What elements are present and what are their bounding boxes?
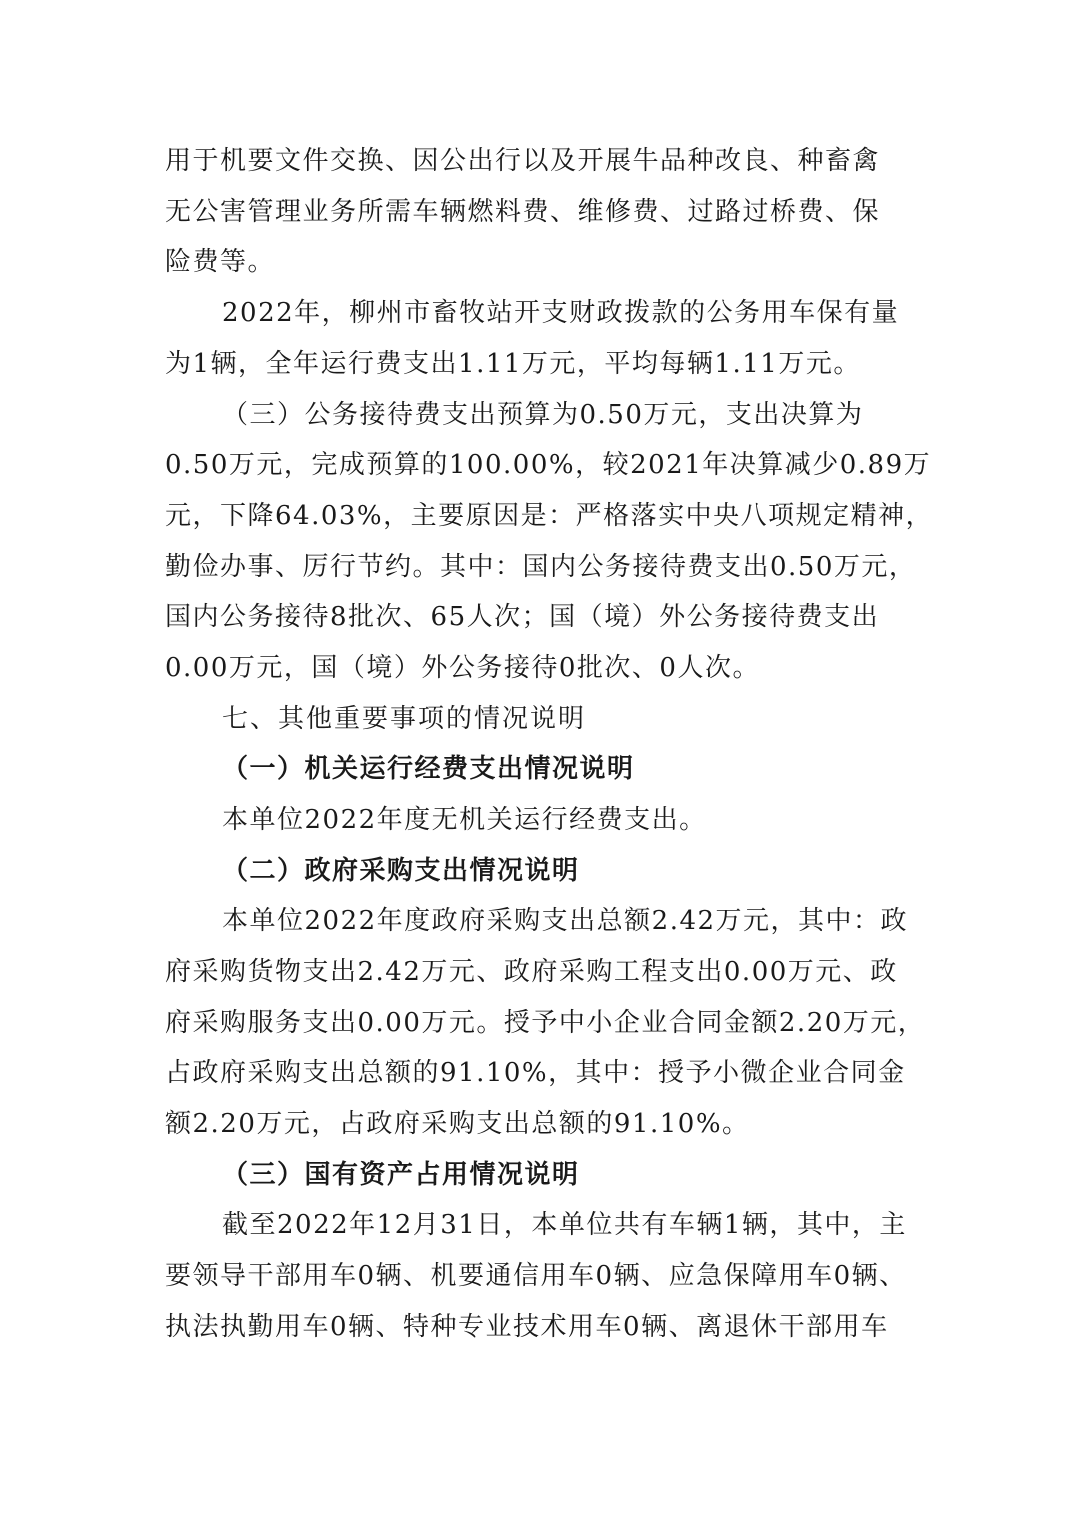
subsection-heading: （三）国有资产占用情况说明 xyxy=(222,1160,580,1190)
paragraph-line: 执法执勤用车0辆、特种专业技术用车0辆、离退休干部用车 xyxy=(165,1312,889,1342)
section-heading: 七、其他重要事项的情况说明 xyxy=(222,704,587,734)
paragraph-line: 国内公务接待8批次、65人次；国（境）外公务接待费支出 xyxy=(165,602,880,632)
paragraph-line: 占政府采购支出总额的91.10%，其中：授予小微企业合同金 xyxy=(165,1058,906,1088)
paragraph-line: 府采购货物支出2.42万元、政府采购工程支出0.00万元、政 xyxy=(165,957,898,987)
paragraph-line: 0.50万元，完成预算的100.00%，较2021年决算减少0.89万 xyxy=(165,450,932,480)
paragraph-line: 勤俭办事、厉行节约。其中：国内公务接待费支出0.50万元， xyxy=(165,552,917,582)
paragraph-line: 本单位2022年度政府采购支出总额2.42万元，其中：政 xyxy=(222,906,909,936)
paragraph-line: 用于机要文件交换、因公出行以及开展牛品种改良、种畜禽 xyxy=(165,146,881,176)
paragraph-line: 0.00万元，国（境）外公务接待0批次、0人次。 xyxy=(165,653,760,683)
paragraph-line: 府采购服务支出0.00万元。授予中小企业合同金额2.20万元， xyxy=(165,1008,926,1038)
subsection-heading: （一）机关运行经费支出情况说明 xyxy=(222,754,635,784)
paragraph-line: 截至2022年12月31日，本单位共有车辆1辆，其中，主 xyxy=(222,1210,907,1240)
paragraph-line: 要领导干部用车0辆、机要通信用车0辆、应急保障用车0辆、 xyxy=(165,1261,907,1291)
paragraph-line: 为1辆，全年运行费支出1.11万元，平均每辆1.11万元。 xyxy=(165,349,861,379)
paragraph-line: 额2.20万元，占政府采购支出总额的91.10%。 xyxy=(165,1109,750,1139)
subsection-heading: （二）政府采购支出情况说明 xyxy=(222,856,580,886)
paragraph-line: 元，下降64.03%，主要原因是：严格落实中央八项规定精神， xyxy=(165,501,934,531)
paragraph-line: 无公害管理业务所需车辆燃料费、维修费、过路过桥费、保 xyxy=(165,197,881,227)
paragraph-line: 本单位2022年度无机关运行经费支出。 xyxy=(222,805,707,835)
paragraph-line: 险费等。 xyxy=(165,247,276,277)
paragraph-line: （三）公务接待费支出预算为0.50万元，支出决算为 xyxy=(222,400,864,430)
paragraph-line: 2022年，柳州市畜牧站开支财政拨款的公务用车保有量 xyxy=(222,298,900,328)
